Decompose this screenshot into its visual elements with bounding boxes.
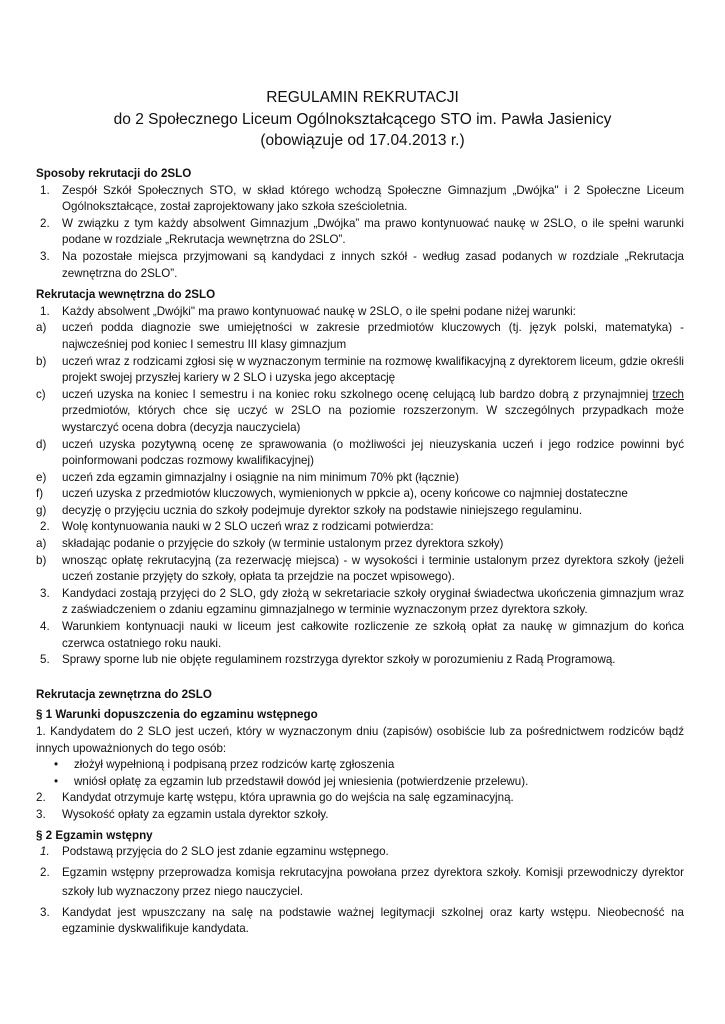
list-item: 1. Każdy absolwent „Dwójki" ma prawo kontynuować naukę w 2SLO, o ile spełni podane niżej warunki:: [40, 304, 576, 318]
document-subtitle: do 2 Społecznego Liceum Ogólnokształcącego STO im. Pawła Jasienicy: [113, 111, 612, 128]
list-item: c) uczeń uzyska na koniec I semestru i na koniec roku szkolnego ocenę celującą lub bardzo dobrą z przynajmniej trzech przedmiotów, których chce się uczyć w 2SLO na poziomie rozszerzonym. W szczególnych przypadkach może wystarczyć ocena dobra (decyzja nauczyciela): [36, 387, 684, 434]
subsection-heading-s1: § 1 Warunki dopuszczenia do egzaminu wstępnego: [36, 708, 318, 722]
list-item: e) uczeń zda egzamin gimnazjalny i osiągnie na nim minimum 70% pkt (łącznie): [36, 470, 459, 484]
list-item: 2. W związku z tym każdy absolwent Gimnazjum „Dwójka” ma prawo kontynuować naukę w 2SLO, o ile spełni warunki podane w rozdziale „Rekrutacja wewnętrzna do 2SLO”.: [40, 216, 684, 247]
list-item: 3. Na pozostałe miejsca przyjmowani są kandydaci z innych szkół - według zasad podanych w rozdziale „Rekrutacja zewnętrzna do 2SLO”.: [40, 249, 684, 280]
list-item: 2. Wolę kontynuowania nauki w 2 SLO uczeń wraz z rodzicami potwierdza:: [40, 520, 434, 534]
subsection-heading-s2: § 2 Egzamin wstępny: [36, 828, 153, 842]
list-item: 2. Egzamin wstępny przeprowadza komisja rekrutacyjna powołana przez dyrektora szkoły. Komisji przewodniczy dyrektor szkoły lub wyznaczony przez niego nauczyciel.: [40, 865, 684, 898]
list-item: f) uczeń uzyska z przedmiotów kluczowych, wymienionych w ppkcie a), oceny końcowe co najmniej dostateczne: [36, 487, 628, 501]
list-item: 3. Kandydat jest wpuszczany na salę na podstawie ważnej legitymacji szkolnej oraz karty wstępu. Nieobecność na egzaminie dyskwalifikuje kandydata.: [40, 905, 684, 936]
list-item: 3. Wysokość opłaty za egzamin ustala dyrektor szkoły.: [36, 807, 329, 821]
list-item: 2. Kandydat otrzymuje kartę wstępu, która uprawnia go do wejścia na salę egzaminacyjną.: [36, 791, 514, 805]
list-item: b) uczeń wraz z rodzicami zgłosi się w wyznaczonym terminie na rozmowę kwalifikacyjną z dyrektorem liceum, gdzie określi projekt swojej przyszłej kariery w 2 SLO i uzyska jego akceptację: [36, 354, 684, 385]
list-item: 1. Podstawą przyjęcia do 2 SLO jest zdanie egzaminu wstępnego.: [40, 845, 389, 859]
list-item: 4. Warunkiem kontynuacji nauki w liceum jest całkowite rozliczenie ze szkołą opłat za naukę w gimnazjum do końca czerwca ostatniego roku nauki.: [40, 620, 684, 650]
list-item: 3. Kandydaci zostają przyjęci do 2 SLO, gdy złożą w sekretariacie szkoły oryginał świadectwa ukończenia gimnazjum wraz z zaświadczeniem o zdaniu egzaminu gimnazjalnego w terminie wyznaczonym przez dyrektora szkoły.: [40, 586, 684, 617]
list-item: d) uczeń uzyska pozytywną ocenę ze sprawowania (o możliwości jej nieuzyskania uczeń i jego rodzice powinni być poinformowani podczas rozmowy kwalifikacyjnej): [36, 437, 684, 468]
bullet-item: • złożył wypełnioną i podpisaną przez rodziców kartę zgłoszenia: [54, 758, 395, 772]
bullet-item: • wniósł opłatę za egzamin lub przedstawił dowód jej wniesienia (potwierdzenie przelewu).: [54, 774, 529, 788]
document-title: REGULAMIN REKRUTACJI: [266, 89, 459, 106]
section-heading-sposoby: Sposoby rekrutacji do 2SLO: [36, 167, 192, 180]
list-item: 1. Zespół Szkół Społecznych STO, w skład którego wchodzą Społeczne Gimnazjum „Dwójka" i 2 Społeczne Liceum Ogólnokształcące, został zaprojektowany jako szkoła sześcioletnia.: [40, 183, 684, 214]
section-heading-wewnetrzna: Rekrutacja wewnętrzna do 2SLO: [36, 288, 216, 302]
underlined-word: trzech: [652, 387, 684, 401]
section-heading-zewnetrzna: Rekrutacja zewnętrzna do 2SLO: [36, 687, 212, 701]
list-item: 5. Sprawy sporne lub nie objęte regulaminem rozstrzyga dyrektor szkoły w porozumieniu z Radą Programową.: [40, 653, 616, 667]
list-item: g) decyzję o przyjęciu ucznia do szkoły podejmuje dyrektor szkoły na podstawie niniejszego regulaminu.: [36, 503, 583, 517]
list-item: a) składając podanie o przyjęcie do szkoły (w terminie ustalonym przez dyrektora szkoły): [36, 537, 504, 551]
list-item: b) wnosząc opłatę rekrutacyjną (za rezerwację miejsca) - w wysokości i terminie ustalonym przez dyrektora szkoły (jeżeli uczeń zostanie przyjęty do szkoły, opłata ta przejdzie na poczet wpisowego).: [36, 553, 684, 584]
document-body: [36, 166, 684, 938]
paragraph: 1. Kandydatem do 2 SLO jest uczeń, który w wyznaczonym dniu (zapisów) osobiście lub za pośrednictwem rodziców bądź innych upoważnionych do tego osób:: [36, 725, 684, 755]
list-item: a) uczeń podda diagnozie swe umiejętności w zakresie przedmiotów kluczowych (tj. język polski, matematyka) - najwcześniej pod koniec I semestru III klasy gimnazjum: [36, 321, 684, 351]
document-effective-date: (obowiązuje od 17.04.2013 r.): [260, 132, 465, 149]
